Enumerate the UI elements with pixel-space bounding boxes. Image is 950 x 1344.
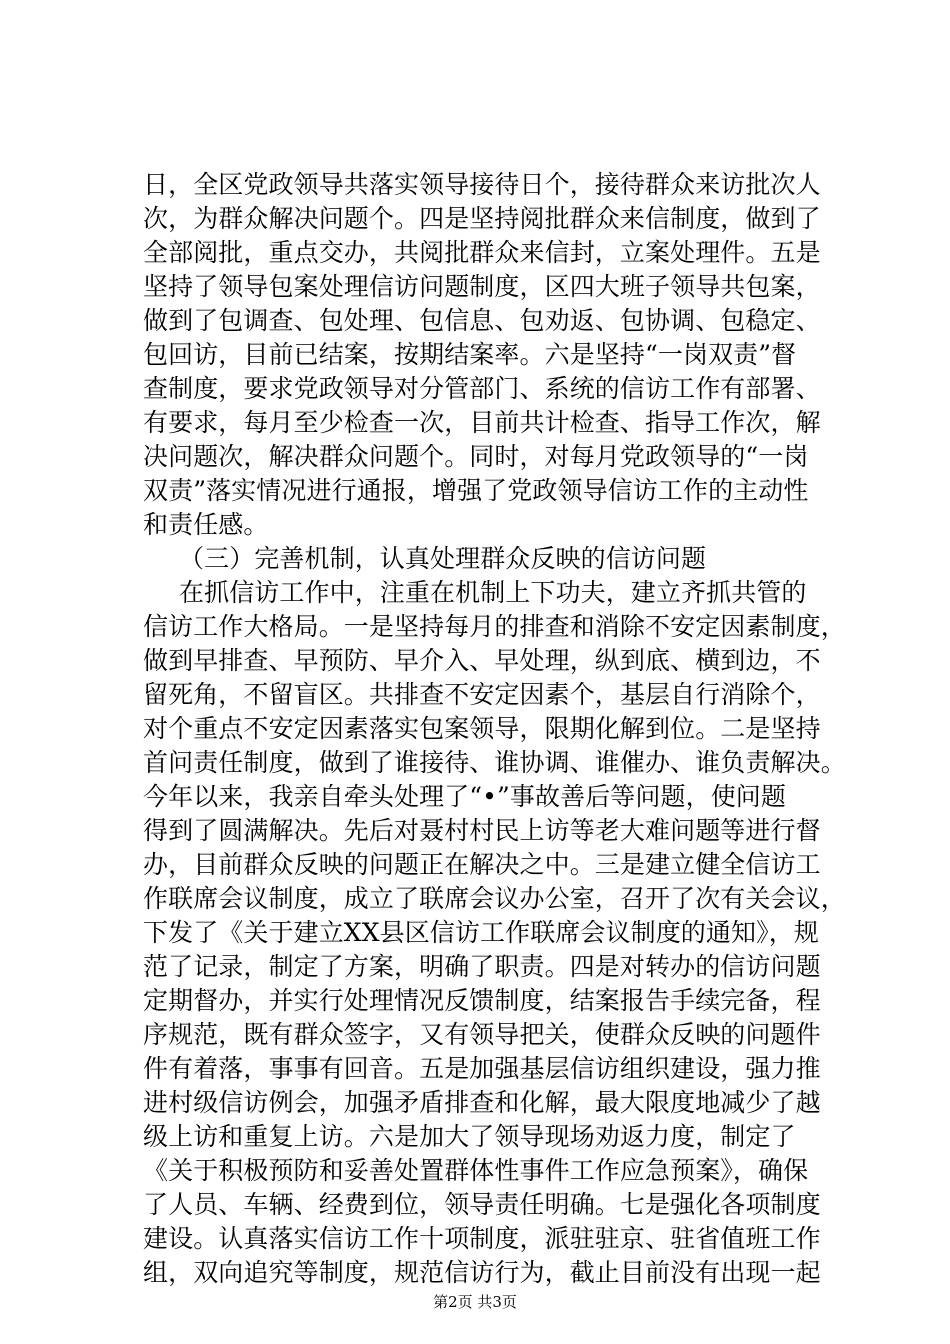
- text-line: 下发了《关于建立XX县区信访工作联席会议制度的通知》，规: [143, 918, 819, 947]
- text-line: 序规范，既有群众签字，又有领导把关，使群众反映的问题件: [143, 1020, 821, 1049]
- text-line: （三）完善机制，认真处理群众反映的信访问题: [179, 544, 707, 573]
- text-line: 首问责任制度，做到了谁接待、谁协调、谁催办、谁负责解决。: [143, 748, 846, 777]
- text-line: 范了记录，制定了方案，明确了职责。四是对转办的信访问题: [143, 952, 821, 981]
- text-line: 办，目前群众反映的问题正在解决之中。三是建立健全信访工: [143, 850, 821, 879]
- text-line: 今年以来，我亲自牵头处理了“•”事故善后等问题，使问题: [143, 782, 787, 811]
- document-body: [143, 168, 846, 1290]
- text-line: 《关于积极预防和妥善处置群体性事件工作应急预案》，确保: [143, 1156, 809, 1185]
- text-line: 级上访和重复上访。六是加大了领导现场劝返力度，制定了: [143, 1122, 796, 1151]
- text-line: 信访工作大格局。一是坚持每月的排查和消除不安定因素制度，: [143, 612, 846, 641]
- text-line: 双责”落实情况进行通报，增强了党政领导信访工作的主动性: [143, 476, 809, 505]
- text-line: 作联席会议制度，成立了联席会议办公室，召开了次有关会议，: [143, 884, 846, 913]
- text-line: 日，全区党政领导共落实领导接待日个，接待群众来访批次人: [143, 170, 821, 199]
- text-line: 定期督办，并实行处理情况反馈制度，结案报告手续完备，程: [143, 986, 821, 1015]
- text-line: 得到了圆满解决。先后对聂村村民上访等老大难问题等进行督: [143, 816, 821, 845]
- text-line: 决问题次，解决群众问题个。同时，对每月党政领导的“一岗: [143, 442, 809, 471]
- text-line: 有要求，每月至少检查一次，目前共计检查、指导工作次，解: [143, 408, 821, 437]
- text-line: 次，为群众解决问题个。四是坚持阅批群众来信制度，做到了: [143, 204, 821, 233]
- text-line: 做到了包调查、包处理、包信息、包劝返、包协调、包稳定、: [143, 306, 821, 335]
- text-line: 件有着落，事事有回音。五是加强基层信访组织建设，强力推: [143, 1054, 821, 1083]
- text-line: 查制度，要求党政领导对分管部门、系统的信访工作有部署、: [143, 374, 821, 403]
- text-line: 了人员、车辆、经费到位，领导责任明确。七是强化各项制度: [143, 1190, 821, 1219]
- text-line: 对个重点不安定因素落实包案领导，限期化解到位。二是坚持: [143, 714, 821, 743]
- text-line: 在抓信访工作中，注重在机制上下功夫，建立齐抓共管的: [179, 578, 807, 607]
- text-line: 进村级信访例会，加强矛盾排查和化解，最大限度地减少了越: [143, 1088, 821, 1117]
- text-line: 留死角，不留盲区。共排查不安定因素个，基层自行消除个，: [143, 680, 821, 709]
- text-line: 建设。认真落实信访工作十项制度，派驻驻京、驻省值班工作: [143, 1224, 821, 1253]
- text-line: 组，双向追究等制度，规范信访行为，截止目前没有出现一起: [143, 1258, 821, 1287]
- text-line: 坚持了领导包案处理信访问题制度，区四大班子领导共包案，: [143, 272, 821, 301]
- text-line: 和责任感。: [143, 510, 269, 539]
- text-line: 做到早排查、早预防、早介入、早处理，纵到底、横到边，不: [143, 646, 821, 675]
- page-footer: 第2页 共3页: [433, 1293, 517, 1311]
- text-line: 包回访，目前已结案，按期结案率。六是坚持“一岗双责”督: [143, 340, 797, 369]
- text-line: 全部阅批，重点交办，共阅批群众来信封，立案处理件。五是: [143, 238, 821, 267]
